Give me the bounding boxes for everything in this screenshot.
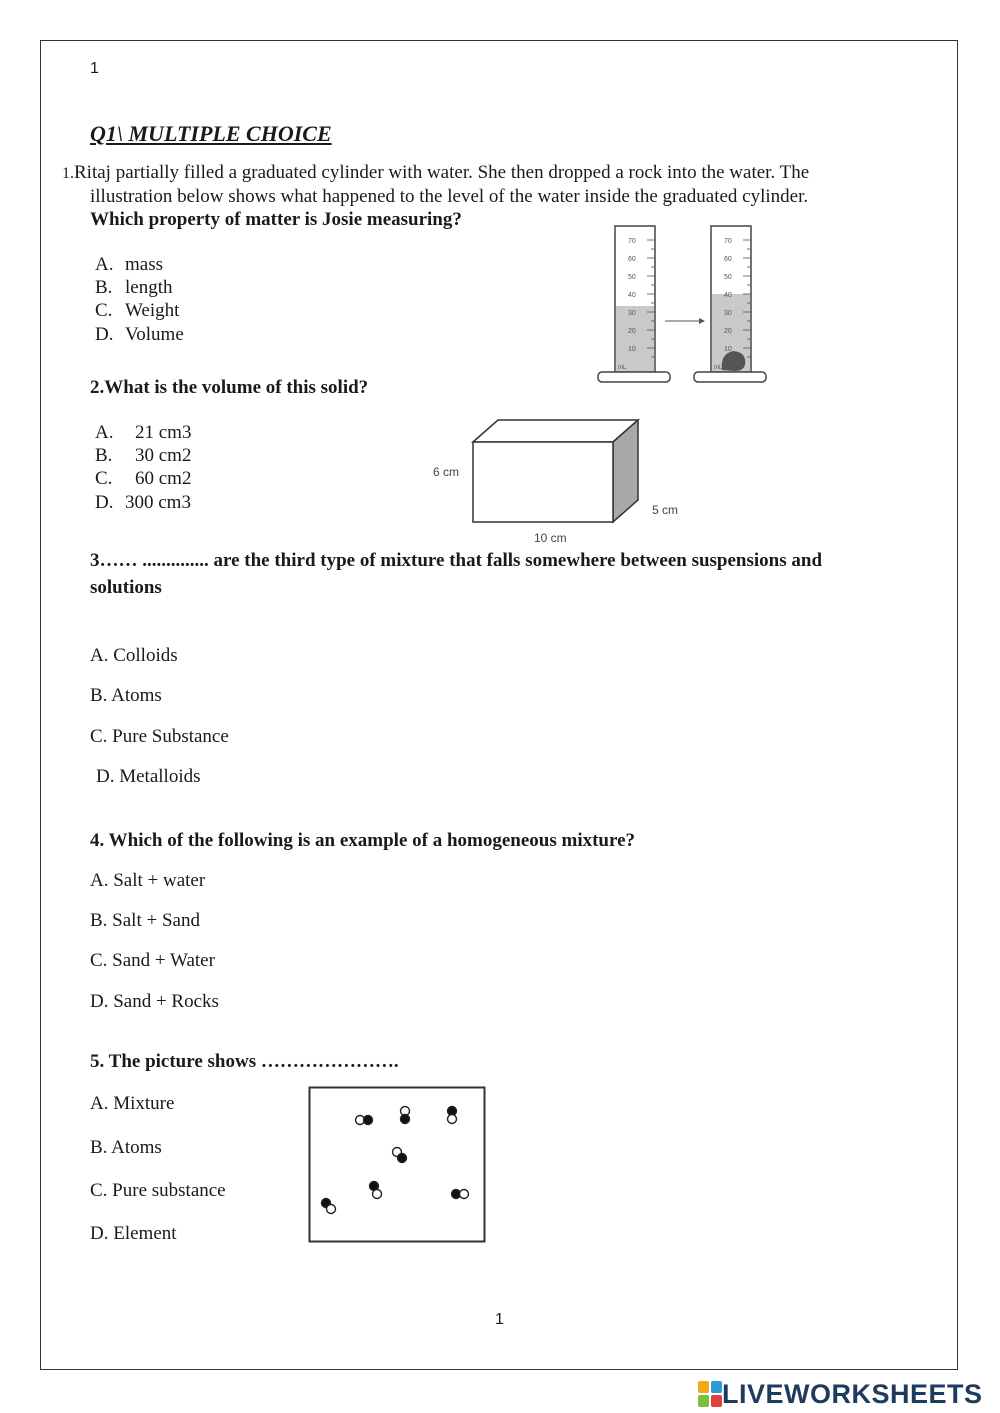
q2-option-a[interactable] xyxy=(95,422,191,444)
cylinder-before xyxy=(598,226,670,382)
q1-option-c[interactable] xyxy=(95,300,179,322)
q4-option-d[interactable]: D. Sand + Rocks xyxy=(90,991,219,1012)
molecule xyxy=(452,1190,469,1199)
q5-option-c[interactable]: C. Pure substance xyxy=(90,1180,226,1201)
page-number-top: 1 xyxy=(90,60,99,77)
q2-option-text: 21 cm3 xyxy=(135,422,192,443)
q1-option-letter: C. xyxy=(95,300,113,321)
tick-label: 20 xyxy=(628,328,636,335)
graduated-cylinders-illustration xyxy=(595,220,780,395)
arrow-icon xyxy=(665,318,705,324)
tick-label: 40 xyxy=(628,292,636,299)
tick-label: 30 xyxy=(628,310,636,317)
q4-option-c[interactable]: C. Sand + Water xyxy=(90,950,215,971)
q3-option-c[interactable]: C. Pure Substance xyxy=(90,726,229,747)
logo-mark-icon xyxy=(698,1381,722,1407)
page-border xyxy=(40,40,958,1370)
q2-option-text: 300 cm3 xyxy=(125,492,191,513)
q3-option-b[interactable]: B. Atoms xyxy=(90,685,162,706)
q2-option-letter: A. xyxy=(95,422,114,443)
tick-label: 70 xyxy=(628,238,636,245)
q5-option-d[interactable]: D. Element xyxy=(90,1223,177,1244)
logo-text: LIVEWORKSHEETS xyxy=(722,1378,983,1409)
particle-diagram xyxy=(308,1086,488,1244)
unit-label: mL xyxy=(618,365,627,371)
q2-option-letter: C. xyxy=(95,468,113,489)
molecule xyxy=(448,1107,457,1124)
tick-label: 70 xyxy=(724,238,732,245)
q1-line1-text: Ritaj partially filled a graduated cylinder with water. She then dropped a rock into the water. The xyxy=(74,162,810,183)
liveworksheets-logo[interactable] xyxy=(698,1378,983,1410)
tick-label: 50 xyxy=(628,274,636,281)
unit-label: mL xyxy=(714,365,723,371)
tick-label: 50 xyxy=(724,274,732,281)
prism-top-face xyxy=(473,420,638,442)
q2-option-d[interactable] xyxy=(95,492,191,514)
q5-question: 5. The picture shows …………………. xyxy=(90,1051,399,1072)
tick-label: 60 xyxy=(724,256,732,263)
rectangular-prism-diagram xyxy=(425,415,690,547)
prism-front-face xyxy=(473,442,613,522)
tick-label: 10 xyxy=(628,346,636,353)
tick-label: 40 xyxy=(724,292,732,299)
q2-option-text: 60 cm2 xyxy=(135,468,192,489)
q1-option-letter: B. xyxy=(95,277,113,298)
q3-option-d[interactable]: D. Metalloids xyxy=(96,766,201,787)
q1-option-text: length xyxy=(125,277,173,298)
q1-option-b[interactable] xyxy=(95,277,173,299)
q2-option-text: 30 cm2 xyxy=(135,445,192,466)
q1-option-text: mass xyxy=(125,254,163,275)
molecule xyxy=(401,1107,410,1124)
q3-question-line2: solutions xyxy=(90,577,162,598)
tick-label: 60 xyxy=(628,256,636,263)
q1-intro-line1 xyxy=(62,162,809,184)
q3-question-line1: 3…… .............. are the third type of mixture that falls somewhere between suspensions and xyxy=(90,550,823,571)
q1-option-text: Weight xyxy=(125,300,180,321)
dim-height-label: 6 cm xyxy=(433,465,460,479)
dim-depth-label: 5 cm xyxy=(652,503,679,517)
q1-option-a[interactable] xyxy=(95,254,163,276)
q4-option-b[interactable]: B. Salt + Sand xyxy=(90,910,200,931)
q2-option-c[interactable] xyxy=(95,468,191,490)
q1-option-letter: D. xyxy=(95,324,114,345)
q2-question: 2.What is the volume of this solid? xyxy=(90,377,369,398)
page-number-bottom: 1 xyxy=(495,1311,504,1328)
q4-option-a[interactable]: A. Salt + water xyxy=(90,870,206,891)
tick-label: 30 xyxy=(724,310,732,317)
q2-option-letter: B. xyxy=(95,445,113,466)
q3-option-a[interactable]: A. Colloids xyxy=(90,645,178,666)
q1-question: Which property of matter is Josie measuring? xyxy=(90,209,462,230)
q1-option-text: Volume xyxy=(125,324,184,345)
tick-label: 20 xyxy=(724,328,732,335)
q5-option-b[interactable]: B. Atoms xyxy=(90,1137,162,1158)
q5-option-a[interactable]: A. Mixture xyxy=(90,1093,175,1114)
q2-option-b[interactable] xyxy=(95,445,191,467)
q1-number: 1. xyxy=(62,165,74,182)
section-heading: Q1\ MULTIPLE CHOICE xyxy=(90,121,332,146)
dim-width-label: 10 cm xyxy=(534,531,567,545)
molecule xyxy=(356,1116,373,1125)
q1-option-letter: A. xyxy=(95,254,114,275)
q4-question: 4. Which of the following is an example of a homogeneous mixture? xyxy=(90,830,636,851)
q1-option-d[interactable] xyxy=(95,324,184,346)
q2-option-letter: D. xyxy=(95,492,114,513)
q1-intro-line2: illustration below shows what happened to the level of the water inside the graduated cylinder. xyxy=(90,186,809,207)
cylinder-after xyxy=(694,226,766,382)
tick-label: 10 xyxy=(724,346,732,353)
